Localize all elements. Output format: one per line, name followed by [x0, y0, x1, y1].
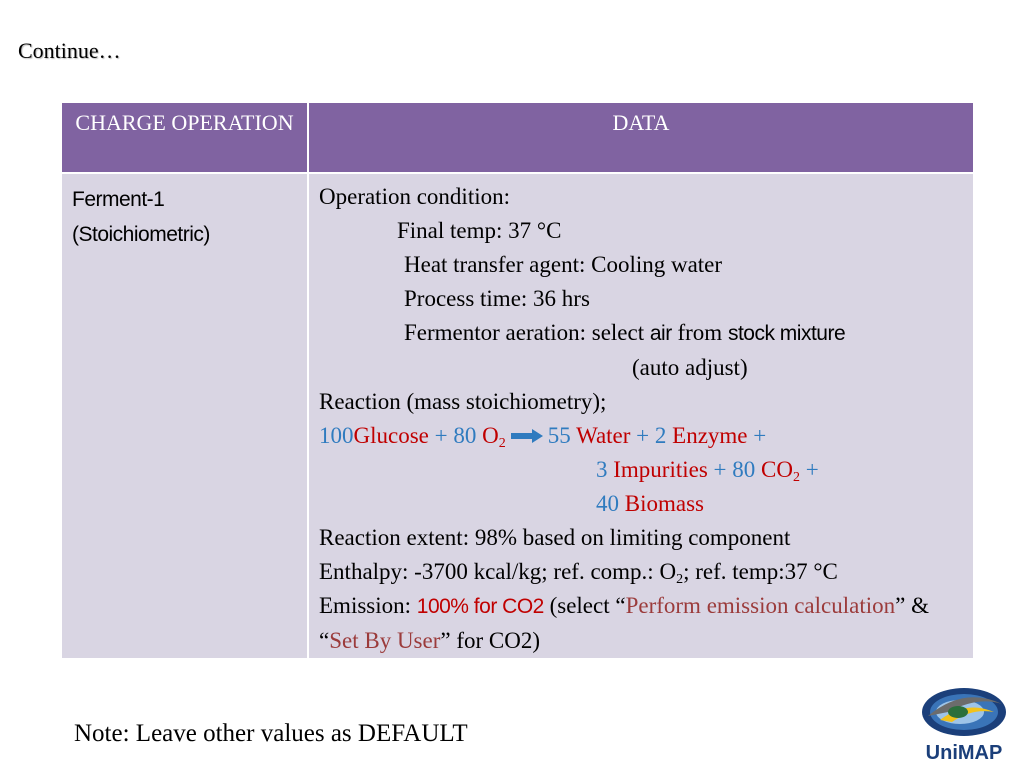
table-header-row — [61, 102, 974, 173]
header-charge-operation: CHARGE OPERATION — [61, 102, 308, 173]
charge-operation-table — [60, 101, 975, 660]
aeration-prefix: Fermentor aeration: select — [404, 320, 650, 345]
page-heading: Continue… — [18, 38, 121, 63]
species-co2: $CO_2$ — [761, 457, 800, 485]
species-impurities: Impurities — [613, 457, 708, 482]
plus-sign: + — [707, 457, 733, 482]
reaction-line-3 — [319, 487, 967, 521]
coef-o2: 80 — [453, 423, 477, 448]
plus-sign: + — [428, 423, 454, 448]
plus-sign: + — [799, 457, 819, 482]
reaction-label: Reaction (mass stoichiometry); — [319, 389, 607, 414]
aeration-mid: from — [671, 320, 728, 345]
species-glucose: Glucose — [353, 423, 429, 448]
emission-prefix: Emission: — [319, 593, 417, 618]
species-biomass: Biomass — [624, 491, 704, 516]
table-row — [61, 173, 974, 659]
emission-value: 100% for CO2 — [416, 595, 544, 618]
species-o2: $O_2$ — [482, 423, 506, 451]
emission-mid: (select “ — [543, 593, 626, 618]
emission-mid: ” & “ — [319, 593, 929, 653]
reaction-line-1 — [319, 419, 967, 453]
reaction-extent-line: Reaction extent: 98% based on limiting component — [319, 525, 791, 550]
coef-impurities: 3 — [596, 457, 608, 482]
emission-end: ” for CO2) — [440, 628, 541, 653]
unimap-logo — [918, 682, 1010, 764]
plus-sign: + — [747, 423, 767, 448]
svg-text:UniMAP: UniMAP — [925, 742, 1003, 764]
emission-line — [319, 589, 967, 658]
operation-condition-label: Operation condition: — [319, 184, 510, 209]
note-text: Note: Leave other values as DEFAULT — [74, 720, 468, 747]
coef-co2: 80 — [732, 457, 756, 482]
auto-adjust-line: (auto adjust) — [632, 355, 748, 380]
plus-sign: + — [630, 423, 655, 448]
aeration-air: air — [649, 322, 672, 345]
species-water: Water — [576, 423, 631, 448]
emission-perform-option: Perform emission calculation — [625, 593, 896, 618]
coef-enzyme: 2 — [654, 423, 667, 448]
charge-cell — [61, 173, 308, 659]
aeration-line — [319, 316, 967, 351]
header-data: DATA — [308, 102, 974, 173]
data-cell — [308, 173, 974, 659]
charge-label: Ferment-1 (Stoichiometric) — [72, 188, 210, 246]
coef-glucose: 100 — [319, 423, 354, 448]
heat-transfer-agent-line: Heat transfer agent: Cooling water — [404, 252, 723, 277]
reaction-arrow-icon — [510, 428, 544, 444]
species-enzyme: Enzyme — [672, 423, 748, 448]
aeration-stock-mixture: stock mixture — [727, 322, 846, 345]
reaction-line-2 — [319, 453, 967, 487]
process-time-line: Process time: 36 hrs — [404, 286, 590, 311]
coef-biomass: 40 — [596, 491, 619, 516]
emission-set-by-user-option: Set By User — [329, 628, 441, 653]
coef-water: 55 — [547, 423, 571, 448]
final-temp-line: Final temp: 37 °C — [397, 218, 562, 243]
enthalpy-line: Enthalpy: -3700 kcal/kg; ref. comp.: $O_2$; ref. temp:37 °C — [319, 559, 838, 587]
